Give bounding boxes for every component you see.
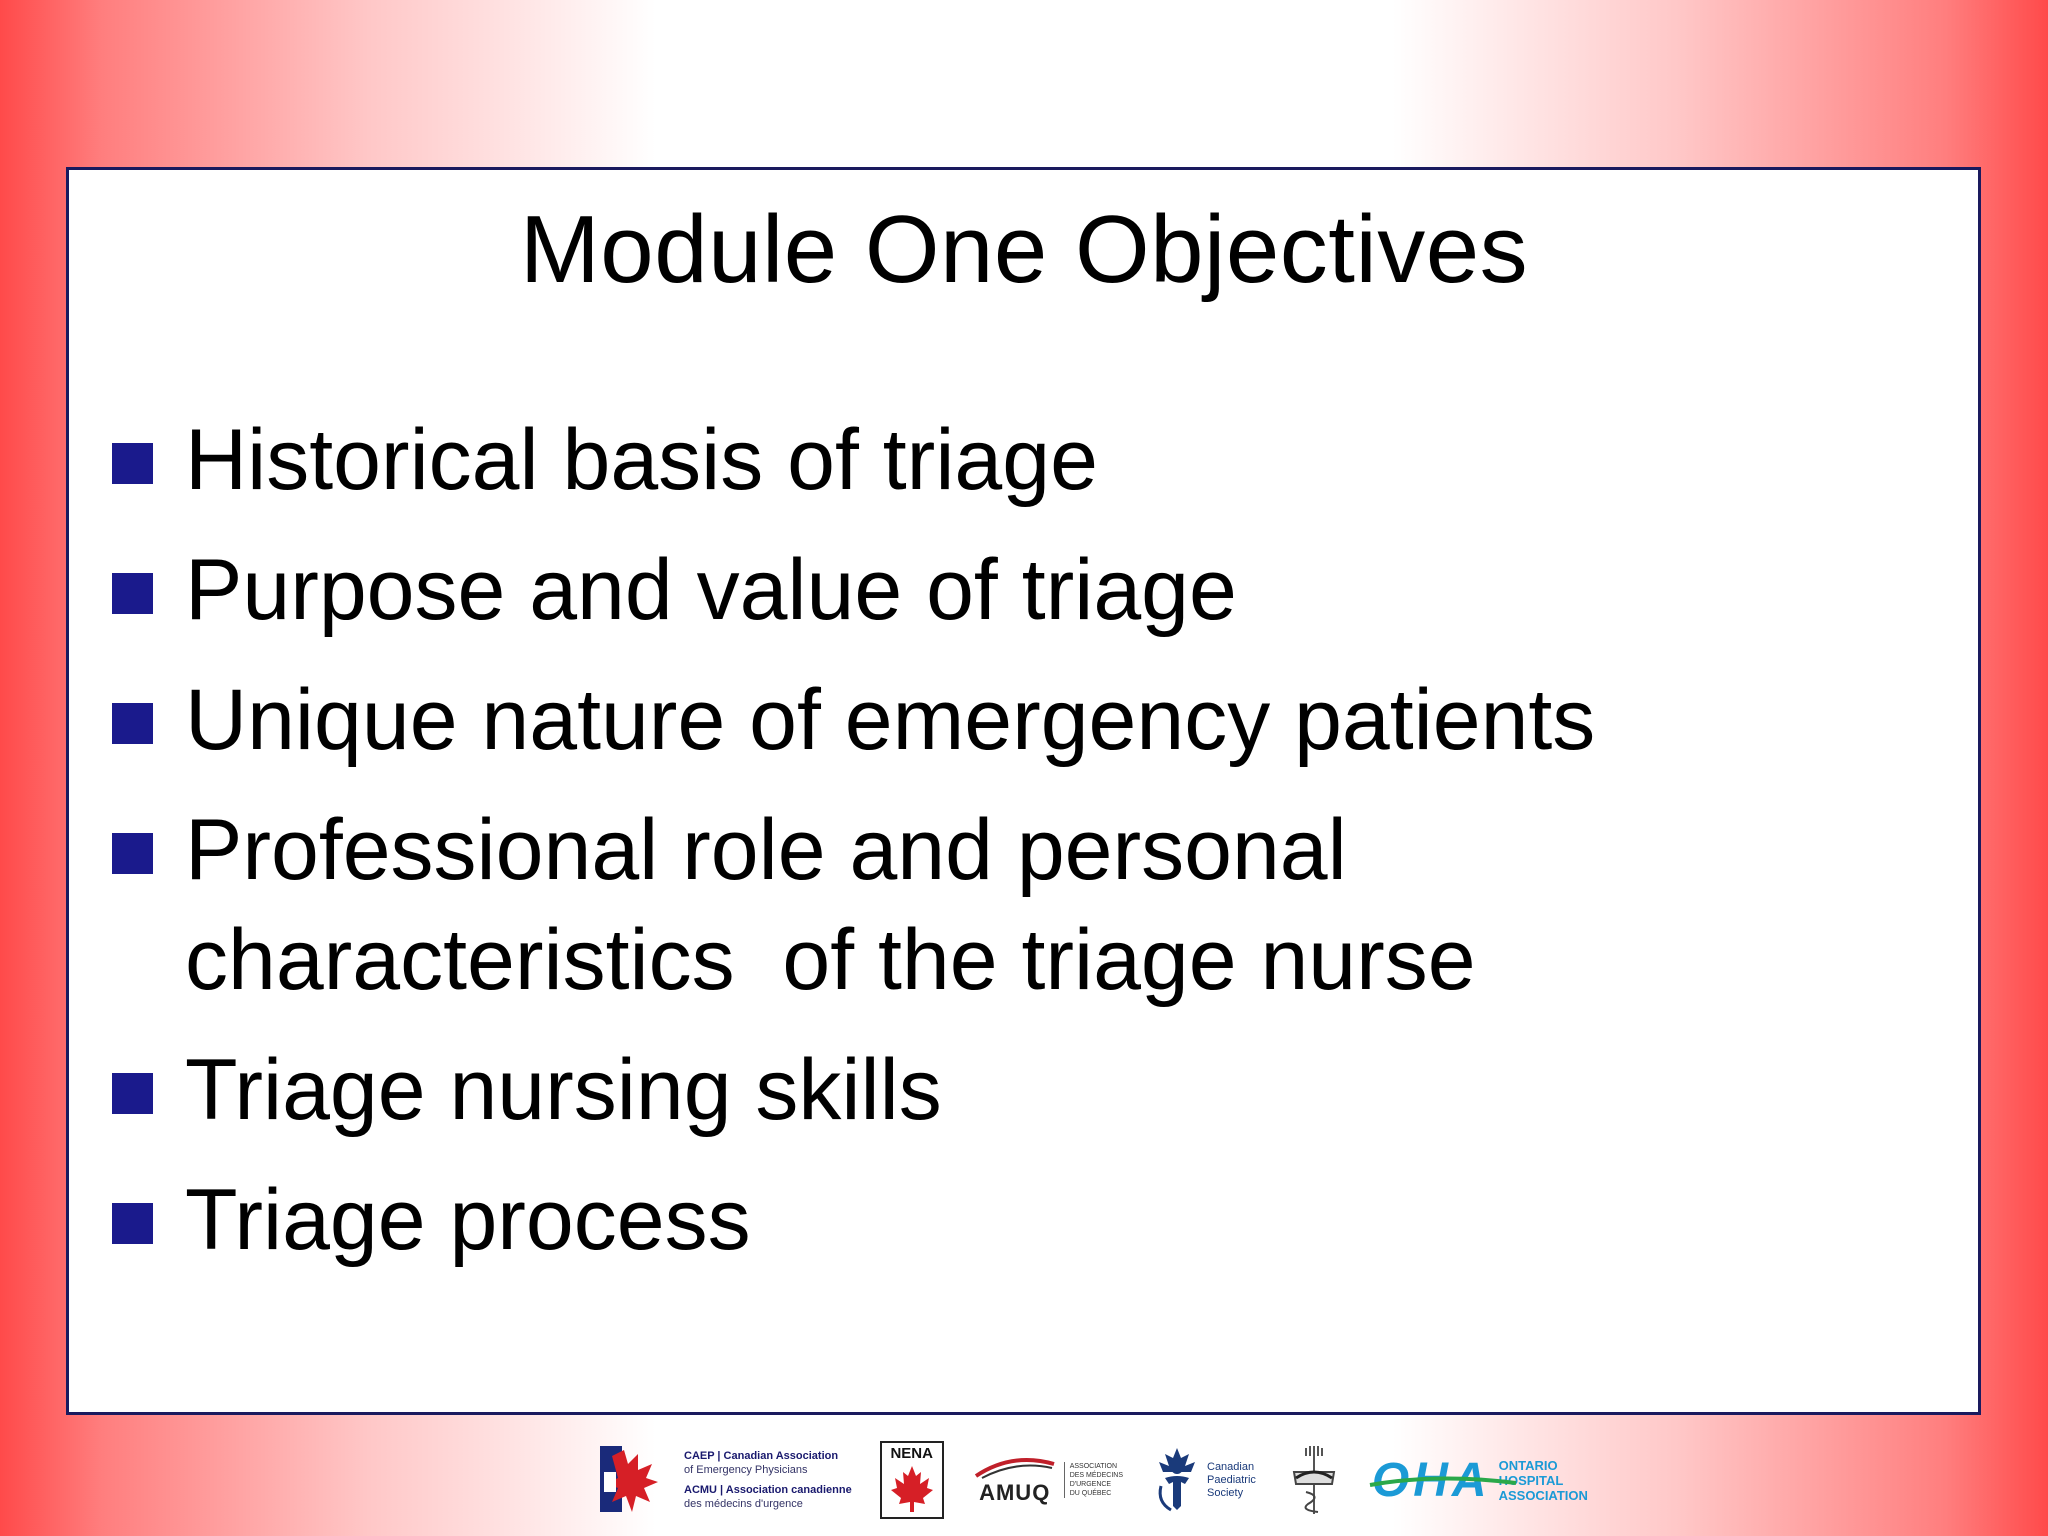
- sponsor-logos: [598, 1440, 1588, 1520]
- caep-line3: ACMU | Association canadienne: [684, 1484, 852, 1496]
- slide-title: Module One Objectives: [519, 196, 1529, 303]
- bullet-text: Historical basis of triage: [185, 412, 1098, 508]
- oha-logo: [1372, 1440, 1588, 1520]
- list-item: [112, 1165, 1968, 1275]
- list-item: [112, 405, 1968, 515]
- cps-line2: Paediatric: [1207, 1473, 1256, 1486]
- amuq-line3: D'URGENCE: [1069, 1481, 1112, 1488]
- caep-line2: of Emergency Physicians: [684, 1464, 808, 1476]
- list-item: [112, 535, 1968, 645]
- oha-label: OHA: [1371, 1453, 1491, 1507]
- caep-logo: [598, 1440, 852, 1520]
- nena-label: NENA: [890, 1445, 933, 1462]
- bullet-square-icon: [112, 833, 153, 874]
- caep-line1: CAEP | Canadian Association: [684, 1450, 839, 1462]
- oha-line1: ONTARIO: [1498, 1457, 1558, 1473]
- cps-logo: [1151, 1440, 1256, 1520]
- amuq-swoosh-icon: [972, 1454, 1058, 1480]
- cps-line1: Canadian: [1207, 1460, 1255, 1473]
- amuq-subtext: [1064, 1462, 1123, 1498]
- caep-line4: des médecins d'urgence: [684, 1498, 803, 1510]
- caep-text: [684, 1449, 852, 1511]
- maple-leaf-icon: [887, 1462, 937, 1514]
- oha-line2: HOSPITAL: [1498, 1472, 1564, 1488]
- caduceus-emblem-icon: [1284, 1442, 1344, 1518]
- bullet-text: Triage nursing skills: [185, 1042, 942, 1138]
- amuq-line4: DU QUÉBEC: [1069, 1490, 1112, 1497]
- bullet-square-icon: [112, 1203, 153, 1244]
- bullet-text: Triage process: [185, 1172, 751, 1268]
- amuq-logo: [972, 1440, 1123, 1520]
- bullet-text: Professional role and personal characteristics of the triage nurse: [185, 802, 1476, 1008]
- cps-child-icon: [1151, 1444, 1203, 1516]
- caep-maple-leaf-icon: [598, 1442, 678, 1518]
- nena-logo: [880, 1441, 944, 1519]
- bullet-square-icon: [112, 703, 153, 744]
- oha-line3: ASSOCIATION: [1498, 1487, 1588, 1503]
- emblem-logo: [1284, 1440, 1344, 1520]
- list-item: [112, 1035, 1968, 1145]
- amuq-label: AMUQ: [979, 1480, 1051, 1505]
- list-item: [112, 665, 1968, 775]
- objectives-list: [112, 405, 1968, 1275]
- cps-text: [1207, 1461, 1256, 1500]
- bullet-square-icon: [112, 573, 153, 614]
- amuq-line2: DES MÉDECINS: [1069, 1472, 1123, 1479]
- oha-swoosh-icon: [1368, 1459, 1518, 1509]
- bullet-text: Unique nature of emergency patients: [185, 672, 1596, 768]
- cps-line3: Society: [1207, 1486, 1244, 1499]
- bullet-square-icon: [112, 443, 153, 484]
- list-item: [112, 795, 1968, 1015]
- bullet-text: Purpose and value of triage: [185, 542, 1237, 638]
- amuq-line1: ASSOCIATION: [1069, 1463, 1118, 1470]
- bullet-square-icon: [112, 1073, 153, 1114]
